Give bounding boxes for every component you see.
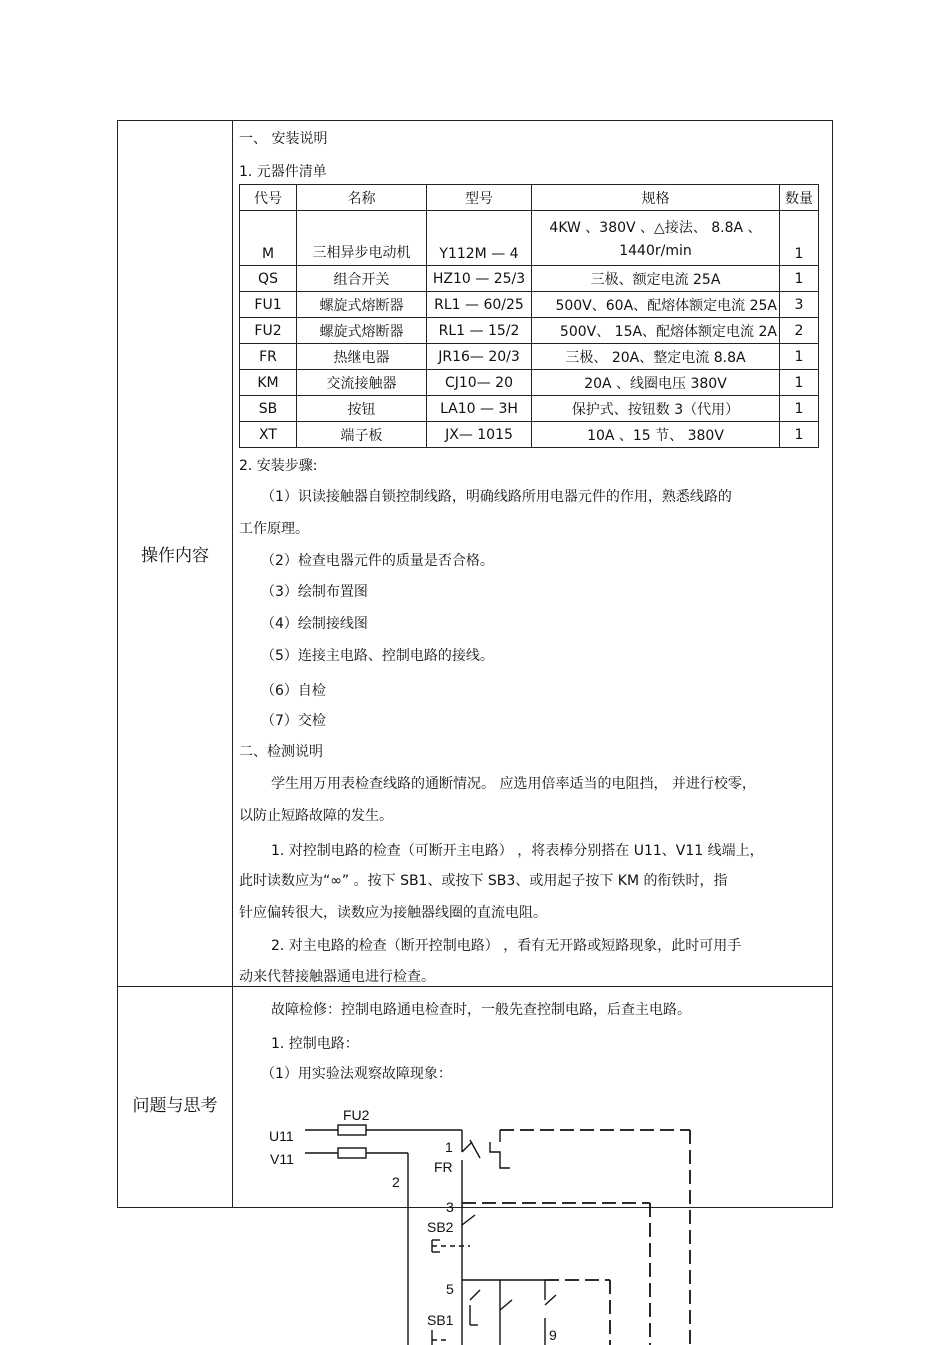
fault-sub-1: 1. 控制电路： [271, 1036, 359, 1052]
cell-qty: 1 [780, 344, 819, 370]
fr-contact-blade [462, 1142, 472, 1152]
cell-qty: 1 [780, 396, 819, 422]
km-aux-contact [545, 1295, 556, 1305]
fr-thermal-symbol [490, 1142, 510, 1168]
cell-qty: 3 [780, 292, 819, 318]
cell-qty: 1 [780, 370, 819, 396]
spec-line-1: 4KW 、380V 、△接法、 8.8A 、 [549, 220, 762, 236]
cell-code: QS [240, 266, 297, 292]
detect-p1-line-a: 学生用万用表检查线路的通断情况。 应选用倍率适当的电阻挡， 并进行校零， [271, 776, 756, 792]
steps-title: 2. 安装步骤: [239, 458, 318, 474]
fault-intro: 故障检修：控制电路通电检查时，一般先查控制电路，后查主电路。 [271, 1002, 691, 1018]
detect-p2-line-b: 此时读数应为“∞” 。按下 SB1、或按下 SB3、或用起子按下 KM 的衔铁时，指 [239, 873, 728, 889]
cell-spec: 20A 、线圈电压 380V [532, 370, 780, 396]
cell-model: Y112M — 4 [427, 211, 532, 266]
km-contact [500, 1300, 512, 1310]
parts-list-title: 1. 元器件清单 [239, 164, 327, 180]
cell-code: M [240, 211, 297, 266]
fault-sub-2: （1）用实验法观察故障现象： [261, 1066, 452, 1082]
cell-model: JR16— 20/3 [427, 344, 532, 370]
fr-contact-arm [470, 1140, 480, 1158]
question-row-label: 问题与思考 [132, 1096, 218, 1116]
step-1-line-b: 工作原理。 [239, 521, 309, 537]
cell-spec: 10A 、15 节、 380V [532, 422, 780, 448]
step-4: （4）绘制接线图 [261, 616, 368, 632]
fuse-fu2-top [338, 1125, 366, 1135]
header-name: 名称 [297, 185, 427, 211]
cell-qty: 1 [780, 422, 819, 448]
label-u11: U11 [269, 1128, 294, 1144]
cell-name: 三相异步电动机 [297, 211, 427, 266]
label-node-5: 5 [446, 1281, 454, 1297]
label-sb2: SB2 [427, 1219, 454, 1235]
label-sb1: SB1 [427, 1312, 454, 1328]
cell-model: CJ10— 20 [427, 370, 532, 396]
cell-qty: 1 [780, 266, 819, 292]
cell-spec: 保护式、按钮数 3（代用） [532, 396, 780, 422]
cell-qty: 2 [780, 318, 819, 344]
cell-model: RL1 — 15/2 [427, 318, 532, 344]
detect-p3-line-a: 2. 对主电路的检查（断开控制电路） ，看有无开路或短路现象，此时可用手 [271, 938, 742, 954]
label-node-1: 1 [445, 1139, 453, 1155]
cell-name: 组合开关 [297, 266, 427, 292]
cell-code: KM [240, 370, 297, 396]
detect-p2-line-c: 针应偏转很大，读数应为接触器线圈的直流电阻。 [239, 905, 547, 921]
cell-qty: 1 [780, 211, 819, 266]
step-3: （3）绘制布置图 [261, 584, 368, 600]
step-5: （5）连接主电路、控制电路的接线。 [261, 648, 494, 664]
detect-p1-line-b: 以防止短路故障的发生。 [239, 808, 393, 824]
cell-code: SB [240, 396, 297, 422]
cell-name: 交流接触器 [297, 370, 427, 396]
cell-spec: 三极、额定电流 25A [532, 266, 780, 292]
operation-row-label: 操作内容 [141, 546, 209, 566]
header-code: 代号 [240, 185, 297, 211]
cell-name: 螺旋式熔断器 [297, 292, 427, 318]
cell-model: LA10 — 3H [427, 396, 532, 422]
cell-name: 按钮 [297, 396, 427, 422]
cell-code: XT [240, 422, 297, 448]
sb1-contact [470, 1290, 480, 1300]
detect-p2-line-a: 1. 对控制电路的检查（可断开主电路） ，将表棒分别搭在 U11、V11 线端上， [271, 843, 764, 859]
step-2: （2）检查电器元件的质量是否合格。 [261, 553, 494, 569]
step-1-line-a: （1）识读接触器自锁控制线路，明确线路所用电器元件的作用，熟悉线路的 [261, 489, 732, 505]
install-heading: 一、 安装说明 [239, 131, 328, 147]
cell-code: FR [240, 344, 297, 370]
cell-model: HZ10 — 25/3 [427, 266, 532, 292]
detect-heading: 二、检测说明 [239, 744, 323, 760]
cell-model: JX— 1015 [427, 422, 532, 448]
cell-code: FU2 [240, 318, 297, 344]
spec-line-2: 1440r/min [619, 243, 692, 259]
step-7: （7）交检 [261, 713, 326, 729]
detect-p3-line-b: 动来代替接触器通电进行检查。 [239, 969, 435, 985]
step-6: （6）自检 [261, 683, 326, 699]
fuse-fu2-bottom [338, 1148, 366, 1158]
cell-code: FU1 [240, 292, 297, 318]
cell-name: 螺旋式熔断器 [297, 318, 427, 344]
sb2-contact [462, 1215, 475, 1225]
cell-spec: 500V、 15A、配熔体额定电流 2A [532, 318, 780, 344]
label-node-3: 3 [446, 1199, 454, 1215]
cell-name: 热继电器 [297, 344, 427, 370]
cell-model: RL1 — 60/25 [427, 292, 532, 318]
label-fr: FR [434, 1159, 453, 1175]
cell-spec: 三极、 20A、整定电流 8.8A [532, 344, 780, 370]
cell-name: 端子板 [297, 422, 427, 448]
label-node-9: 9 [549, 1327, 557, 1343]
header-model: 型号 [427, 185, 532, 211]
header-spec: 规格 [532, 185, 780, 211]
cell-spec: 500V、60A、配熔体额定电流 25A [532, 292, 780, 318]
label-v11: V11 [270, 1151, 294, 1167]
header-qty: 数量 [780, 185, 819, 211]
label-fu2: FU2 [343, 1107, 370, 1123]
label-node-2: 2 [392, 1174, 400, 1190]
